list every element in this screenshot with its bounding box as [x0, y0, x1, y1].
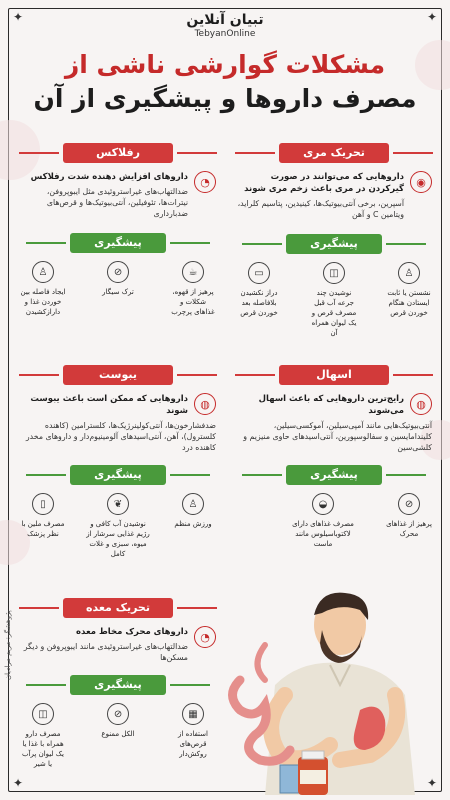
prevention-label: پیشگیری	[286, 234, 382, 254]
pill-blister-icon: ▦	[182, 703, 204, 725]
stomach-icon: ◔	[194, 626, 216, 648]
drug-list: ضدالتهاب‌های غیراستروئیدی مانند ایبوپروفن و دیگر مسکن‌ها	[23, 642, 188, 662]
drug-list: ضدالتهاب‌های غیراستروئیدی مثل ایبوپروفن، نیترات‌ها، تئوفیلین، آنتی‌بیوتیک‌ها و قرص‌های ضدبارداری	[46, 187, 188, 218]
section-label: تحریک معده	[63, 598, 173, 618]
tip-item: ♙ ایجاد فاصله بین خوردن غذا و دارازکشیدن	[20, 261, 66, 317]
tip-item: ◫ نوشیدن چند جرعه آب قبل مصرف قرص و یک لیوان همراه آن	[311, 262, 357, 338]
title-line-2: مصرف داروها و پیشگیری از آن	[33, 84, 417, 113]
drug-heading: داروهایی که ممکن است باعث یبوست شوند	[30, 394, 188, 416]
medicine-bottle-icon: ▯	[32, 493, 54, 515]
section-reflux	[20, 143, 216, 317]
standing-person-icon: ♙	[398, 262, 420, 284]
brand-name: تبیان آنلاین	[186, 12, 264, 28]
prevention-label: پیشگیری	[70, 675, 166, 695]
drug-heading: رایج‌ترین داروهایی که باعث اسهال می‌شوند	[258, 394, 404, 416]
tip-item: ◒ مصرف غذاهای دارای لاکتوباسیلوس مانند ماست	[288, 493, 358, 549]
tip-item: ▭ دراز نکشیدن بلافاصله بعد خوردن قرص	[236, 262, 282, 338]
section-constipation	[20, 365, 216, 559]
corner-ornament-icon: ✦	[426, 10, 437, 24]
tip-item: ⊘ ترک سیگار	[95, 261, 141, 317]
no-food-icon: ⊘	[398, 493, 420, 515]
eating-person-icon: ♙	[32, 261, 54, 283]
tip-item: ❦ نوشیدن آب کافی و رژیم غذایی سرشار از میوه، سبزی و غلات کامل	[83, 493, 153, 559]
intestine-icon: ◍	[410, 393, 432, 415]
brand-name-en: TebyanOnline	[194, 29, 256, 39]
drug-heading: داروهای افزایش دهنده شدت رفلاکس	[30, 172, 188, 182]
tip-item: ⊘ الکل ممنوع	[95, 703, 141, 769]
drug-list: آنتی‌بیوتیک‌هایی مانند آمپی‌سیلین، آموکسی‌سیلین، کلیندامایسین و سفالوسپورین، آنتی‌اسیدهای حاوی منیزیم و کلشی‌سین	[243, 421, 432, 452]
corner-ornament-icon: ✦	[426, 776, 437, 790]
section-label: تحریک مری	[279, 143, 389, 163]
drug-heading: داروهای محرک مخاط معده	[76, 627, 188, 637]
prevention-label: پیشگیری	[70, 233, 166, 253]
water-glass-icon: ◫	[323, 262, 345, 284]
prevention-label: پیشگیری	[70, 465, 166, 485]
drug-info	[20, 626, 216, 663]
tip-item: ♙ نشستن یا ثابت ایستادن هنگام خوردن قرص	[386, 262, 432, 338]
no-smoking-icon: ⊘	[107, 261, 129, 283]
drug-info	[20, 393, 216, 417]
coffee-icon: ☕	[182, 261, 204, 283]
prevention-label: پیشگیری	[286, 465, 382, 485]
corner-ornament-icon: ✦	[13, 10, 24, 24]
drug-heading: داروهایی که می‌توانند در صورت گیرکردن در مری باعث زخم مری شوند	[244, 172, 404, 194]
prevention-tips	[236, 493, 432, 549]
drug-list: ضدفشارخون‌ها، آنتی‌کولینرژیک‌ها، کلسترامین (کاهنده کلسترول)، آهن، آنتی‌اسیدهای آلومینیوم‌دار و داروهای مخدر کاهنده درد	[25, 421, 216, 452]
section-label: یبوست	[63, 365, 173, 385]
drug-list: آسپرین، برخی آنتی‌بیوتیک‌ها، کینیدین، پتاسیم کلراید، ویتامین C و آهن	[237, 199, 404, 219]
drug-info	[236, 393, 432, 417]
corner-ornament-icon: ✦	[13, 776, 24, 790]
throat-icon: ◉	[410, 171, 432, 193]
intestine-icon: ◍	[194, 393, 216, 415]
tip-item: ▦ استفاده از قرص‌های روکش‌دار	[170, 703, 216, 769]
bed-icon: ▭	[248, 262, 270, 284]
tip-item: ◫ مصرف دارو همراه با غذا یا یک لیوان پرآب یا شیر	[20, 703, 66, 769]
brand-header	[0, 12, 450, 39]
tip-item: ♙ ورزش منظم	[170, 493, 216, 559]
title-line-1: مشکلات گوارشی ناشی از	[64, 50, 386, 79]
section-esophagus	[236, 143, 432, 338]
prevention-tips	[20, 703, 216, 769]
section-label: رفلاکس	[63, 143, 173, 163]
tip-item: ⊘ پرهیز از غذاهای محرک	[386, 493, 432, 549]
page-title	[20, 48, 430, 116]
tip-item: ▯ مصرف ملین با نظر پزشک	[20, 493, 66, 559]
prevention-tips	[20, 261, 216, 317]
man-stomach-pain-illustration	[210, 585, 435, 795]
section-label: اسهال	[279, 365, 389, 385]
section-diarrhea	[236, 365, 432, 549]
drug-info	[236, 171, 432, 220]
exercise-icon: ♙	[182, 493, 204, 515]
author-credit: پژوهشگر: مریم مرادیان	[4, 610, 12, 680]
prevention-tips	[20, 493, 216, 559]
fruit-water-icon: ❦	[107, 493, 129, 515]
tip-item: ☕ پرهیز از قهوه، شکلات و غذاهای پرچرب	[170, 261, 216, 317]
yogurt-icon: ◒	[312, 493, 334, 515]
drug-info	[20, 171, 216, 219]
prevention-tips	[236, 262, 432, 338]
glass-icon: ◫	[32, 703, 54, 725]
no-alcohol-icon: ⊘	[107, 703, 129, 725]
stomach-icon: ◔	[194, 171, 216, 193]
section-stomach	[20, 598, 216, 769]
